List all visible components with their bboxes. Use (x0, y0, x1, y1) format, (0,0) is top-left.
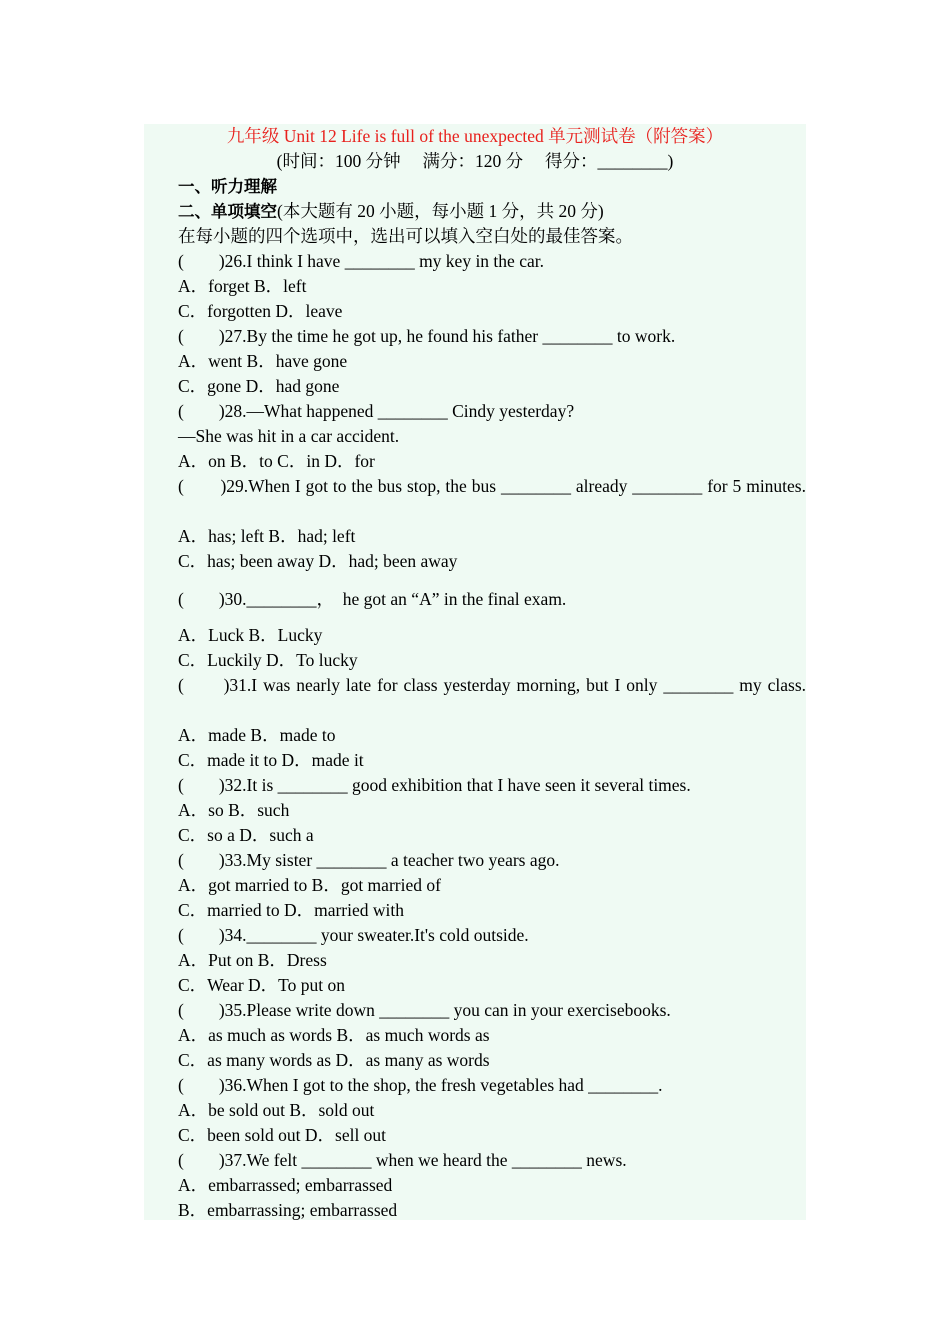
question-option: C．married to D．married with (178, 900, 404, 920)
question-stem: ( )26.I think I have ________ my key in the car. (178, 251, 544, 271)
question-option: C．gone D．had gone (178, 376, 340, 396)
question-option: A．went B．have gone (178, 351, 348, 371)
question-stem: ( )35.Please write down ________ you can in your exercisebooks. (178, 1000, 671, 1020)
question-option: C．forgotten D．leave (178, 301, 343, 321)
question-option: A．as much as words B．as much words as (178, 1025, 490, 1045)
question-option: C．as many words as D．as many as words (178, 1050, 490, 1070)
instruction-text: 在每小题的四个选项中，选出可以填入空白处的最佳答案。 (178, 226, 633, 246)
question-option: A．embarrassed; embarrassed (178, 1175, 393, 1195)
question-option: C．Wear D．To put on (178, 975, 345, 995)
question-stem: ( )29.When I got to the bus stop, the bus ________ already ________ for 5 minutes. (178, 476, 806, 496)
question-stem: ( )34.________ your sweater.It's cold outside. (178, 925, 529, 945)
section-single-choice-heading: 二、单项填空 (178, 202, 277, 221)
section-single-choice-note: (本大题有 20 小题，每小题 1 分，共 20 分) (277, 201, 604, 221)
question-stem: ( )36.When I got to the shop, the fresh vegetables had ________. (178, 1075, 663, 1095)
question-stem: ( )27.By the time he got up, he found his father ________ to work. (178, 326, 676, 346)
question-option: C．been sold out D．sell out (178, 1125, 387, 1145)
question-stem: ( )33.My sister ________ a teacher two years ago. (178, 850, 560, 870)
question-stem: ( )37.We felt ________ when we heard the ________ news. (178, 1150, 627, 1170)
section-listening-heading: 一、听力理解 (178, 177, 277, 196)
question-option: C．has; been away D．had; been away (178, 551, 458, 571)
question-option: A．be sold out B．sold out (178, 1100, 375, 1120)
exam-page (144, 124, 806, 1220)
question-option: B．embarrassing; embarrassed (178, 1200, 398, 1220)
question-option: A．so B．such (178, 800, 290, 820)
question-option: C．made it to D．made it (178, 750, 364, 770)
question-option: A．Luck B．Lucky (178, 625, 323, 645)
question-option: A．Put on B．Dress (178, 950, 327, 970)
question-option: A．got married to B．got married of (178, 875, 441, 895)
question-reply: —She was hit in a car accident. (178, 426, 400, 446)
question-option: A．made B．made to (178, 725, 336, 745)
section-single-choice (144, 199, 806, 224)
question-option: A．has; left B．had; left (178, 526, 356, 546)
question-option: C．so a D．such a (178, 825, 314, 845)
question-option: C．Luckily D．To lucky (178, 650, 358, 670)
exam-title: 九年级 Unit 12 Life is full of the unexpected 单元测试卷（附答案） (226, 126, 724, 146)
question-option: A．forget B．left (178, 276, 307, 296)
question-stem: ( )32.It is ________ good exhibition that I have seen it several times. (178, 775, 691, 795)
question-stem: ( )30.________， he got an “A” in the final exam. (178, 589, 567, 609)
question-stem: ( )31.I was nearly late for class yesterday morning, but I only ________ my class. (178, 675, 806, 695)
question-stem: ( )28.—What happened ________ Cindy yesterday? (178, 401, 575, 421)
question-option: A．on B．to C．in D．for (178, 451, 375, 471)
exam-subtitle: (时间：100 分钟 满分：120 分 得分：________) (276, 151, 674, 171)
